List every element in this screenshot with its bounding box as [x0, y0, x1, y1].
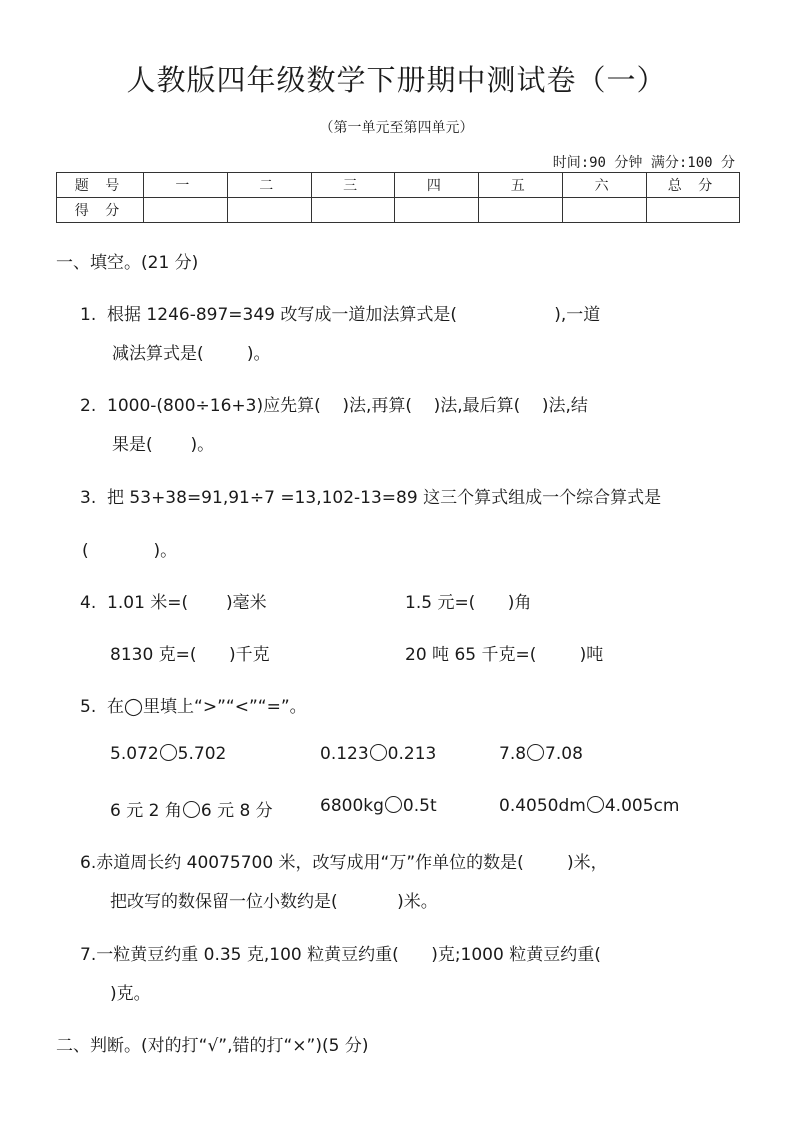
score-blank[interactable] [479, 198, 563, 223]
question-2-line-2: 果是( )。 [112, 435, 215, 455]
compare-item [499, 744, 583, 764]
question-4-item-3: 8130 克=( )千克 [110, 645, 270, 665]
score-blank[interactable] [563, 198, 647, 223]
compare-left: 6 元 2 角 [110, 801, 182, 821]
score-blank[interactable] [647, 198, 740, 223]
compare-right: 5.702 [177, 744, 227, 764]
score-table-header-row [57, 173, 740, 198]
compare-left: 7.8 [499, 744, 527, 764]
compare-item [320, 744, 436, 764]
question-5-instruction: 5. 在◯里填上“>”“<”“=”。 [80, 697, 307, 717]
compare-right: 0.213 [387, 744, 437, 764]
compare-circle[interactable] [385, 796, 402, 813]
question-2-line-1: 2. 1000-(800÷16+3)应先算( )法,再算( )法,最后算( )法,结 [80, 396, 588, 416]
compare-right: 0.5t [402, 796, 437, 816]
page-title: 人教版四年级数学下册期中测试卷（一） [126, 63, 667, 97]
section-2-heading: 二、判断。(对的打“√”,错的打“×”)(5 分) [56, 1036, 369, 1056]
compare-circle[interactable] [160, 744, 177, 761]
compare-left: 0.4050dm [499, 796, 586, 816]
score-cell: 三 [311, 173, 395, 198]
score-table [56, 172, 740, 223]
question-7-line-1: 7.一粒黄豆约重 0.35 克,100 粒黄豆约重( )克;1000 粒黄豆约重( [80, 945, 601, 965]
score-cell: 一 [144, 173, 228, 198]
score-blank[interactable] [395, 198, 479, 223]
score-blank[interactable] [144, 198, 228, 223]
question-7-line-2: )克。 [110, 984, 151, 1004]
score-cell: 总 分 [647, 173, 740, 198]
question-4-item-2: 1.5 元=( )角 [405, 593, 532, 613]
score-cell: 题 号 [57, 173, 144, 198]
question-6-line-2: 把改写的数保留一位小数约是( )米。 [110, 892, 438, 912]
compare-circle[interactable] [527, 744, 544, 761]
compare-left: 0.123 [320, 744, 369, 764]
question-6-line-1: 6.赤道周长约 40075700 米，改写成用“万”作单位的数是( )米， [80, 853, 608, 873]
page-subtitle: （第一单元至第四单元） [319, 120, 474, 136]
compare-circle[interactable] [370, 744, 387, 761]
score-cell: 二 [227, 173, 311, 198]
compare-item [320, 796, 437, 816]
score-table-score-row [57, 198, 740, 223]
score-cell: 得 分 [57, 198, 144, 223]
compare-item [110, 796, 273, 821]
question-4-item-1: 4. 1.01 米=( )毫米 [80, 593, 267, 613]
compare-right: 6 元 8 分 [200, 801, 273, 821]
question-3-line-1: 3. 把 53+38=91,91÷7 =13,102-13=89 这三个算式组成一个综合算式是 [80, 488, 662, 508]
compare-item [499, 796, 679, 816]
compare-circle[interactable] [587, 796, 604, 813]
compare-item [110, 744, 226, 764]
compare-right: 7.08 [545, 744, 583, 764]
question-4-item-4: 20 吨 65 千克=( )吨 [405, 645, 604, 665]
score-cell: 四 [395, 173, 479, 198]
compare-right: 4.005cm [604, 796, 680, 816]
exam-meta: 时间:90 分钟 满分:100 分 [552, 155, 735, 171]
section-1-heading: 一、填空。(21 分) [56, 253, 199, 273]
compare-left: 5.072 [110, 744, 159, 764]
score-cell: 六 [563, 173, 647, 198]
score-cell: 五 [479, 173, 563, 198]
score-blank[interactable] [227, 198, 311, 223]
question-1-line-1: 1. 根据 1246-897=349 改写成一道加法算式是( ),一道 [80, 305, 601, 325]
compare-left: 6800kg [320, 796, 384, 816]
score-blank[interactable] [311, 198, 395, 223]
question-1-line-2: 减法算式是( )。 [112, 344, 271, 364]
question-3-line-2: ( )。 [82, 541, 178, 561]
compare-circle[interactable] [183, 801, 200, 818]
